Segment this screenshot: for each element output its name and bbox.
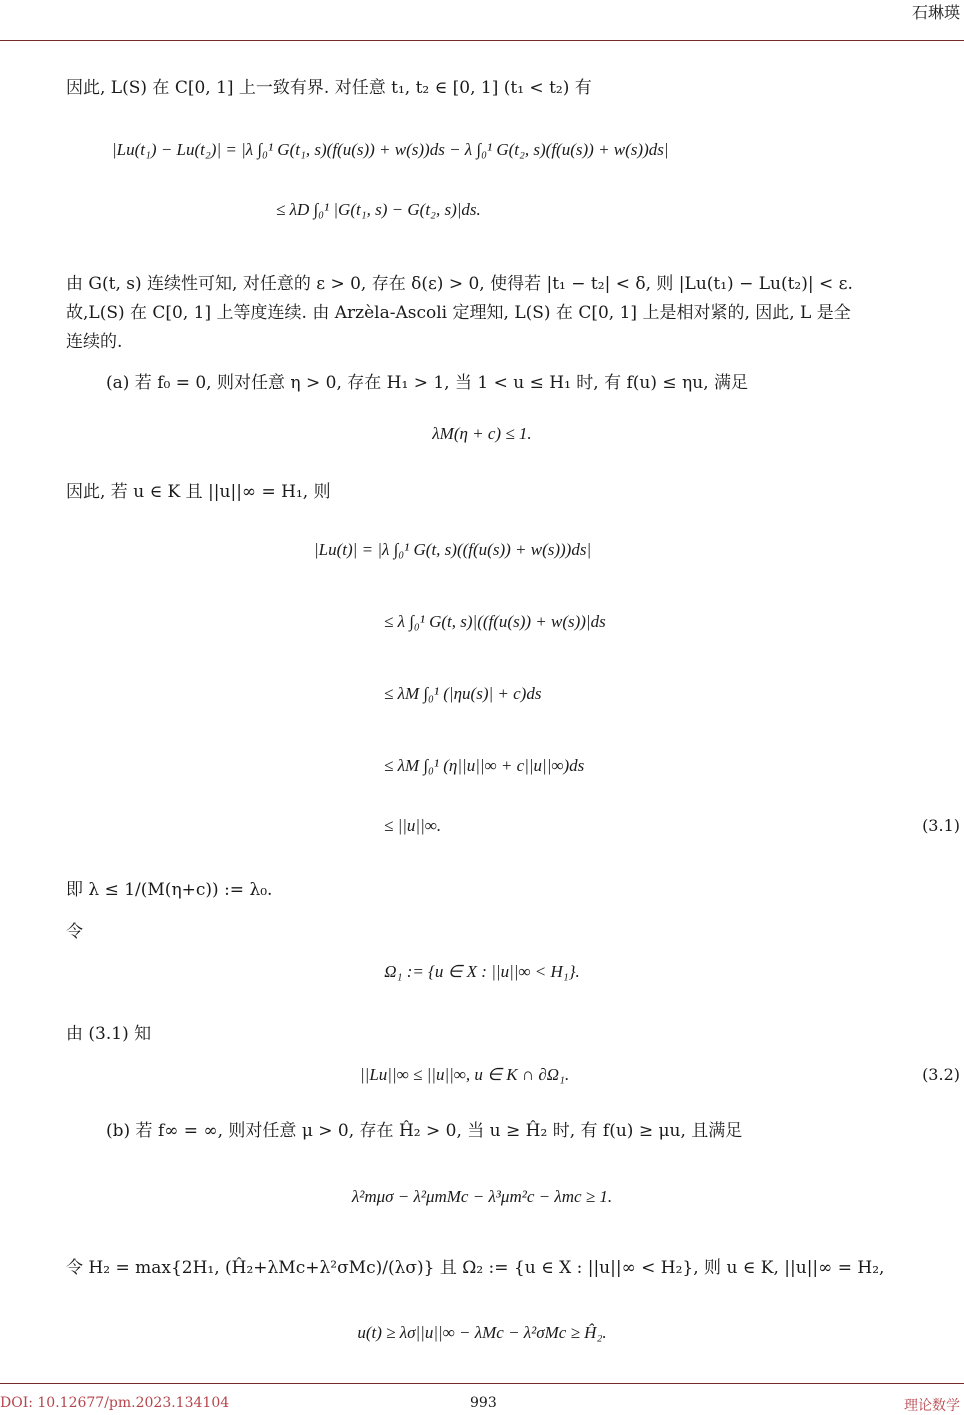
paragraph-define-h2: 令 H₂ = max{2H₁, (Ĥ₂+λMc+λ²σMc)/(λσ)} 且 Ω₂ := {u ∈ X : ||u||∞ < H₂}, 则 u ∈ K, ||u||∞ = H₂, [66,1258,885,1278]
equation-3-2: ||Lu||∞ ≤ ||u||∞, u ∈ K ∩ ∂Ω₁. [360,1065,570,1084]
equation-number-3-1: (3.1) [922,816,960,835]
case-b-statement: (b) 若 f∞ = ∞, 则对任意 μ > 0, 存在 Ĥ₂ > 0, 当 u ≥ Ĥ₂ 时, 有 f(u) ≥ μu, 且满足 [106,1121,743,1141]
paragraph-lambda-bound: 即 λ ≤ 1/(M(η+c)) := λ₀. [66,880,273,900]
equation-1-line-1: |Lu(t₁) − Lu(t₂)| = |λ ∫₀¹ G(t₁, s)(f(u(s)) + w(s))ds − λ ∫₀¹ G(t₂, s)(f(u(s)) + w(s))ds| [112,140,669,159]
paragraph-uniform-bound: 因此, L(S) 在 C[0, 1] 上一致有界. 对任意 t₁, t₂ ∈ [0, 1] (t₁ < t₂) 有 [66,78,592,98]
paragraph-from-3-1: 由 (3.1) 知 [66,1024,152,1044]
running-header-author: 石琳瑛 [911,3,960,22]
equation-number-3-2: (3.2) [922,1065,960,1084]
equation-3-1-line-5: ≤ ||u||∞. [384,816,442,835]
paragraph-equicontinuity-line-1: 由 G(t, s) 连续性可知, 对任意的 ε > 0, 存在 δ(ε) > 0, 使得若 |t₁ − t₂| < δ, 则 |Lu(t₁) − Lu(t₂)| < ε. [66,274,853,294]
equation-u-lower-bound: u(t) ≥ λσ||u||∞ − λMc − λ²σMc ≥ Ĥ₂. [357,1323,607,1342]
equation-3-1-line-3: ≤ λM ∫₀¹ (|ηu(s)| + c)ds [384,684,542,703]
equation-3-1-line-2: ≤ λ ∫₀¹ G(t, s)|((f(u(s)) + w(s))|ds [384,612,606,631]
equation-3-1-line-4: ≤ λM ∫₀¹ (η||u||∞ + c||u||∞)ds [384,756,585,775]
paragraph-if-u-in-k: 因此, 若 u ∈ K 且 ||u||∞ = H₁, 则 [66,482,331,502]
footer-rule [0,1383,964,1384]
paragraph-equicontinuity-line-3: 连续的. [66,332,123,352]
paragraph-equicontinuity-line-2: 故,L(S) 在 C[0, 1] 上等度连续. 由 Arzèla-Ascoli 定理知, L(S) 在 C[0, 1] 上是相对紧的, 因此, L 是全 [66,303,851,323]
equation-1-line-2: ≤ λD ∫₀¹ |G(t₁, s) − G(t₂, s)|ds. [276,200,481,219]
footer-journal: 理论数学 [904,1398,960,1414]
case-a-statement: (a) 若 f₀ = 0, 则对任意 η > 0, 存在 H₁ > 1, 当 1 < u ≤ H₁ 时, 有 f(u) ≤ ηu, 满足 [106,373,748,393]
equation-3-1-line-1: |Lu(t)| = |λ ∫₀¹ G(t, s)((f(u(s)) + w(s)))ds| [314,540,592,559]
footer-doi: DOI: 10.12677/pm.2023.134104 [0,1395,230,1411]
equation-case-a: λM(η + c) ≤ 1. [432,424,532,443]
footer-page-number: 993 [470,1395,497,1411]
equation-omega-1: Ω₁ := {u ∈ X : ||u||∞ < H₁}. [384,962,580,981]
paragraph-let: 令 [66,922,83,942]
header-rule [0,40,964,41]
equation-case-b: λ²mμσ − λ²μmMc − λ³μm²c − λmc ≥ 1. [351,1187,613,1206]
